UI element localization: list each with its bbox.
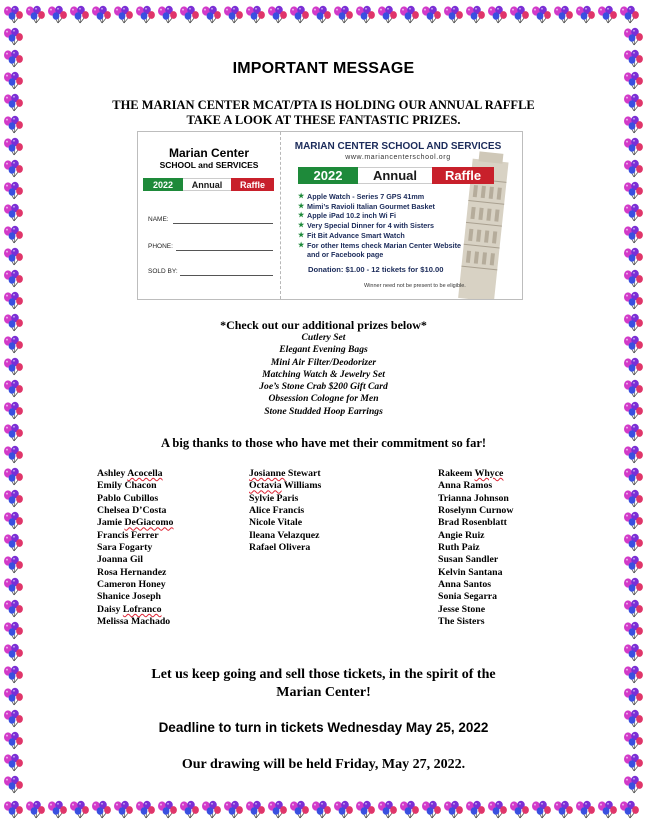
balloon-bunch-icon [180, 801, 199, 818]
additional-prizes-heading: *Check out our additional prizes below* [220, 318, 427, 332]
stub-raffle-banner [143, 178, 274, 191]
list-item: Kelvin Santana [438, 566, 503, 578]
balloon-bunch-icon [92, 6, 111, 23]
list-item: Melissa Machado [97, 616, 171, 628]
list-item: Mini Air Filter/Deodorizer [270, 356, 377, 368]
list-item: Ileana Velazquez [249, 529, 320, 541]
balloon-bunch-icon [4, 6, 23, 23]
stub-org-name: Marian Center [168, 146, 250, 160]
star-icon: ★ [298, 231, 305, 239]
balloon-bunch-icon [268, 6, 287, 23]
star-icon: ★ [298, 193, 305, 200]
star-icon: ★ [298, 212, 305, 220]
balloon-bunch-icon [4, 578, 23, 595]
list-item: Ruth Paiz [438, 542, 480, 554]
list-item: Rosa Hernandez [97, 566, 167, 578]
balloon-bunch-icon [136, 6, 155, 23]
list-item: Jesse Stone [438, 603, 486, 615]
name-line [173, 223, 273, 224]
balloon-bunch-icon [4, 138, 23, 155]
list-item: Cutlery Set [301, 332, 346, 343]
balloon-bunch-icon [378, 801, 397, 818]
deadline-notice: Deadline to turn in tickets Wednesday May 25, 2022 [158, 720, 489, 735]
keep-going-line: Marian Center! [276, 685, 371, 700]
balloon-bunch-icon [620, 6, 639, 23]
balloon-bunch-icon [466, 6, 485, 23]
balloon-bunch-icon [26, 801, 45, 818]
balloon-bunch-icon [624, 138, 643, 155]
phone-line [176, 250, 273, 251]
balloon-bunch-icon [624, 534, 643, 551]
list-item: Octavia Williams [249, 480, 322, 492]
balloon-bunch-icon [224, 6, 243, 23]
balloon-bunch-icon [624, 512, 643, 529]
balloon-bunch-icon [4, 801, 23, 818]
balloon-bunch-icon [70, 6, 89, 23]
balloon-bunch-icon [624, 292, 643, 309]
ticket-raffle-banner [298, 167, 494, 184]
balloon-bunch-icon [422, 801, 441, 818]
balloon-bunch-icon [4, 776, 23, 793]
list-item: ★ Apple iPad 10.2 inch Wi Fi [298, 211, 396, 221]
list-item: Joe’s Stone Crab $200 Gift Card [259, 381, 388, 393]
list-item: Stone Studded Hoop Earrings [264, 405, 383, 417]
balloon-bunch-icon [624, 776, 643, 793]
balloon-bunch-icon [48, 6, 67, 23]
banner-year: 2022 [143, 178, 183, 191]
balloon-bunch-icon [624, 600, 643, 617]
balloon-bunch-icon [624, 248, 643, 265]
name-label: NAME: [148, 216, 169, 223]
balloon-bunch-icon [554, 6, 573, 23]
balloon-bunch-icon [624, 622, 643, 639]
list-item: Emily Chacon [97, 480, 157, 492]
list-item: ★ Apple Watch - Series 7 GPS 41mm [298, 192, 425, 201]
list-item: Shanice Joseph [97, 591, 161, 603]
balloon-bunch-icon [532, 6, 551, 23]
balloon-bunch-icon [312, 6, 331, 23]
balloon-bunch-icon [422, 6, 441, 23]
list-item: Nicole Vitale [249, 517, 303, 529]
additional-prizes-list [0, 332, 647, 418]
balloon-bunch-icon [4, 644, 23, 661]
list-item: Susan Sandler [438, 554, 499, 566]
list-item: ★ Mimi’s Ravioli Italian Gourmet Basket [298, 201, 435, 211]
stub-org-subtitle: SCHOOL and SERVICES [159, 160, 259, 170]
balloon-bunch-icon [136, 801, 155, 818]
balloon-bunch-icon [554, 801, 573, 818]
balloon-bunch-icon [312, 801, 331, 818]
balloon-bunch-icon [4, 182, 23, 199]
balloon-bunch-icon [92, 801, 111, 818]
balloon-bunch-icon [624, 468, 643, 485]
balloon-bunch-icon [576, 6, 595, 23]
names-column-1 [97, 468, 173, 628]
balloon-bunch-icon [246, 6, 265, 23]
balloon-bunch-icon [4, 622, 23, 639]
balloon-bunch-icon [114, 801, 133, 818]
balloon-bunch-icon [510, 6, 529, 23]
balloon-bunch-icon [4, 270, 23, 287]
list-item: Elegant Evening Bags [279, 344, 368, 356]
star-icon: ★ [298, 222, 305, 230]
balloon-bunch-icon [624, 28, 643, 45]
page-title: IMPORTANT MESSAGE [232, 60, 415, 77]
balloon-bunch-icon [158, 6, 177, 23]
list-item: Sylvie Paris [249, 492, 299, 504]
list-item: Chelsea D’Costa [97, 505, 167, 517]
balloon-bunch-icon [4, 468, 23, 485]
names-column-3 [438, 468, 513, 628]
list-item: Sonia Segarra [438, 591, 498, 603]
balloon-bunch-icon [4, 556, 23, 573]
balloon-bunch-icon [4, 248, 23, 265]
balloon-bunch-icon [246, 801, 265, 818]
list-item: ★ Fit Bit Advance Smart Watch [298, 230, 405, 240]
thanks-line: A big thanks to those who have met their commitment so far! [160, 436, 487, 450]
balloon-bunch-icon [4, 292, 23, 309]
list-item: and or Facebook page [307, 250, 384, 260]
list-item: Brad Rosenblatt [438, 517, 507, 529]
keep-going-message [0, 666, 647, 702]
balloon-bunch-icon [488, 801, 507, 818]
banner-annual: Annual [183, 178, 231, 191]
ticket-donation: Donation: $1.00 - 12 tickets for $10.00 [308, 265, 444, 274]
balloon-bunch-icon [4, 160, 23, 177]
balloon-bunch-icon [624, 644, 643, 661]
list-item: Rafael Olivera [249, 542, 311, 554]
balloon-bunch-icon [4, 534, 23, 551]
balloon-bunch-icon [598, 801, 617, 818]
balloon-bunch-icon [624, 490, 643, 507]
list-item: Ashley Acocella [97, 468, 163, 479]
balloon-bunch-icon [400, 6, 419, 23]
balloon-bunch-icon [202, 6, 221, 23]
ticket-org-name: MARIAN CENTER SCHOOL AND SERVICES [294, 141, 502, 152]
balloon-bunch-icon [444, 801, 463, 818]
balloon-bunch-icon [290, 801, 309, 818]
balloon-bunch-icon [624, 182, 643, 199]
banner-raffle: Raffle [432, 167, 494, 184]
ticket-prize-list [298, 192, 461, 260]
balloon-bunch-icon [48, 801, 67, 818]
list-item: ★ Very Special Dinner for 4 with Sisters [298, 221, 435, 231]
announcement-line: TAKE A LOOK AT THESE FANTASTIC PRIZES. [186, 113, 461, 127]
balloon-bunch-icon [466, 801, 485, 818]
balloon-bunch-icon [4, 28, 23, 45]
balloon-bunch-icon [510, 801, 529, 818]
list-item: Anna Santos [438, 579, 492, 591]
list-item: Roselynn Curnow [438, 505, 514, 517]
balloon-bunch-icon [4, 204, 23, 221]
raffle-ticket-image [137, 131, 523, 300]
balloon-bunch-icon [334, 801, 353, 818]
banner-year: 2022 [298, 167, 358, 184]
list-item: Francis Ferrer [97, 529, 159, 541]
list-item: Daisy Lofranco [97, 603, 162, 615]
balloon-bunch-icon [532, 801, 551, 818]
list-item: ★ For other Items check Marian Center Website [298, 240, 462, 250]
list-item: Anna Ramos [438, 480, 493, 492]
balloon-bunch-icon [576, 801, 595, 818]
list-item: The Sisters [438, 616, 485, 628]
balloon-bunch-icon [4, 226, 23, 243]
list-item: Trianna Johnson [438, 492, 509, 504]
balloon-bunch-icon [624, 226, 643, 243]
balloon-bunch-icon [202, 801, 221, 818]
balloon-bunch-icon [624, 270, 643, 287]
balloon-bunch-icon [4, 600, 23, 617]
ticket-winner-note: Winner need not be present to be eligible. [364, 283, 466, 289]
star-icon: ★ [298, 241, 305, 249]
list-item: Pablo Cubillos [97, 492, 159, 504]
balloon-bunch-icon [620, 801, 639, 818]
balloon-bunch-icon [444, 6, 463, 23]
list-item: Obsession Cologne for Men [268, 393, 379, 405]
balloon-bunch-icon [4, 490, 23, 507]
balloon-bunch-icon [624, 556, 643, 573]
names-column-2 [249, 468, 321, 554]
list-item: Angie Ruiz [438, 529, 485, 541]
balloon-bunch-icon [356, 6, 375, 23]
balloon-bunch-icon [624, 160, 643, 177]
phone-label: PHONE: [148, 243, 173, 250]
balloon-bunch-icon [180, 6, 199, 23]
announcement-line: THE MARIAN CENTER MCAT/PTA IS HOLDING OUR ANNUAL RAFFLE [112, 98, 535, 112]
balloon-bunch-icon [334, 6, 353, 23]
balloon-bunch-icon [158, 801, 177, 818]
balloon-bunch-icon [378, 6, 397, 23]
sold-by-label: SOLD BY: [148, 268, 178, 275]
star-icon: ★ [298, 202, 305, 210]
balloon-bunch-icon [356, 801, 375, 818]
list-item: Joanna Gil [97, 554, 144, 566]
balloon-bunch-icon [290, 6, 309, 23]
sold-by-line [180, 275, 273, 276]
list-item: Sara Fogarty [97, 542, 153, 554]
balloon-bunch-icon [488, 6, 507, 23]
list-item: Alice Francis [249, 505, 305, 517]
list-item: Josianne Stewart [249, 468, 321, 479]
balloon-bunch-icon [624, 204, 643, 221]
balloon-bunch-icon [4, 512, 23, 529]
banner-raffle: Raffle [231, 178, 274, 191]
list-item: Cameron Honey [97, 579, 166, 591]
list-item: Matching Watch & Jewelry Set [262, 368, 385, 380]
balloon-bunch-icon [624, 578, 643, 595]
ticket-stub [138, 132, 281, 299]
drawing-date: Our drawing will be held Friday, May 27, 2022. [181, 757, 466, 772]
banner-annual: Annual [358, 167, 432, 184]
balloon-bunch-icon [26, 6, 45, 23]
balloon-bunch-icon [224, 801, 243, 818]
balloon-bunch-icon [114, 6, 133, 23]
balloon-bunch-icon [268, 801, 287, 818]
balloon-bunch-icon [598, 6, 617, 23]
balloon-bunch-icon [70, 801, 89, 818]
raffle-announcement [0, 98, 647, 128]
ticket-website: www.mariancenterschool.org [345, 154, 451, 161]
keep-going-line: Let us keep going and sell those tickets, in the spirit of the [151, 667, 496, 682]
list-item: Rakeem Whyce [438, 468, 504, 479]
list-item: Jamie DeGiacomo [97, 517, 174, 529]
balloon-bunch-icon [400, 801, 419, 818]
